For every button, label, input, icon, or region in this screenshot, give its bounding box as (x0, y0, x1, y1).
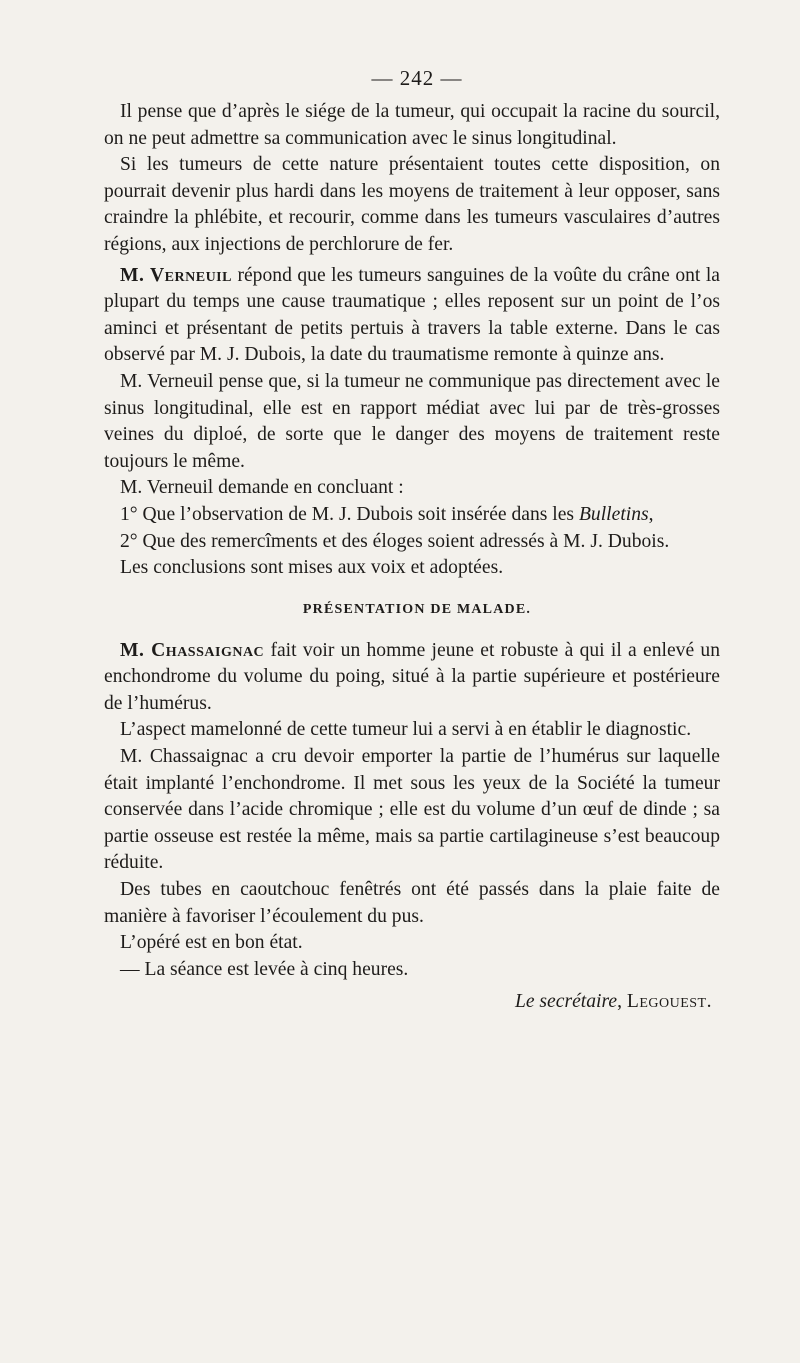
paragraph-drainage-tubes: Des tubes en caoutchouc fenêtrés ont été passés dans la plaie faite de manière à favoriser l’écoulement du pus. (104, 879, 720, 927)
paragraph-patient-status: L’opéré est en bon état. (120, 932, 303, 954)
paragraph-chassaignac-presentation (104, 638, 720, 718)
signature (104, 989, 720, 1016)
conclusion-item-1 (104, 502, 720, 529)
paragraph-verneuil-response (104, 263, 720, 369)
speaker-chassaignac: M. Chassaignac (120, 639, 265, 661)
conclusion-item-1-italic: Bulletins (578, 503, 649, 525)
speaker-verneuil: M. Verneuil (120, 264, 232, 286)
signature-title: Le secrétaire (514, 991, 618, 1013)
conclusion-item-1-text: 1° Que l’observation de M. J. Dubois soit insérée dans les (120, 503, 579, 525)
paragraph-verneuil-response-text: répond que les tumeurs sanguines de la voûte du crâne ont la plupart du temps une cause traumatique ; elles reposent sur un point de l’os aminci et présentant de petits pertuis à travers la table externe. Dans le cas observé par M. J. Dubois, la date du traumatisme remonte à quinze ans. (104, 264, 720, 366)
conclusion-item-1-end: , (648, 503, 654, 525)
page-number: — 242 — (371, 66, 463, 90)
paragraph-chassaignac-presentation-text: fait voir un homme jeune et robuste à qui il a enlevé un enchondrome du volume du poing, situé à la partie supérieure et postérieure de l’humérus. (104, 639, 720, 714)
paragraph-verneuil-opinion: M. Verneuil pense que, si la tumeur ne communique pas directement avec le sinus longitudinal, elle est en rapport médiat avec lui par de très-grosses veines du diploé, de sorte que le danger des moyens de traitement reste toujours le même. (104, 370, 720, 472)
paragraph-humerus-removal: M. Chassaignac a cru devoir emporter la partie de l’humérus sur laquelle était implanté l’enchondrome. Il met sous les yeux de la Société la tumeur conservée dans l’acide chromique ; elle est du volume d’un œuf de dinde ; sa partie osseuse est restée la même, mais sa partie cartilagineuse s’est beaucoup réduite. (104, 746, 720, 874)
paragraph-diagnosis: L’aspect mamelonné de cette tumeur lui a servi à en établir le diagnostic. (120, 719, 692, 741)
paragraph-session-closed: — La séance est levée à cinq heures. (120, 958, 409, 980)
paragraph-treatment-disposition: Si les tumeurs de cette nature présentaient toutes cette disposition, on pourrait devenir plus hardi dans les moyens de traitement à leur opposer, sans craindre la phlébite, et recourir, comme dans les tumeurs vasculaires d’autres régions, aux injections de perchlorure de fer. (104, 154, 720, 255)
paragraph-sinus-communication: Il pense que d’après le siége de la tumeur, qui occupait la racine du sourcil, on ne peut admettre sa communication avec le sinus longitudinal. (104, 101, 720, 149)
paragraph-conclusions-adopted: Les conclusions sont mises aux voix et adoptées. (120, 557, 504, 579)
conclusion-item-2: 2° Que des remercîments et des éloges soient adressés à M. J. Dubois. (120, 530, 670, 552)
section-heading: PRÉSENTATION DE MALADE. (302, 601, 532, 617)
signature-name: Legouest. (626, 991, 712, 1013)
signature-separator: , (617, 991, 627, 1013)
paragraph-verneuil-conclusion: M. Verneuil demande en concluant : (120, 477, 404, 499)
